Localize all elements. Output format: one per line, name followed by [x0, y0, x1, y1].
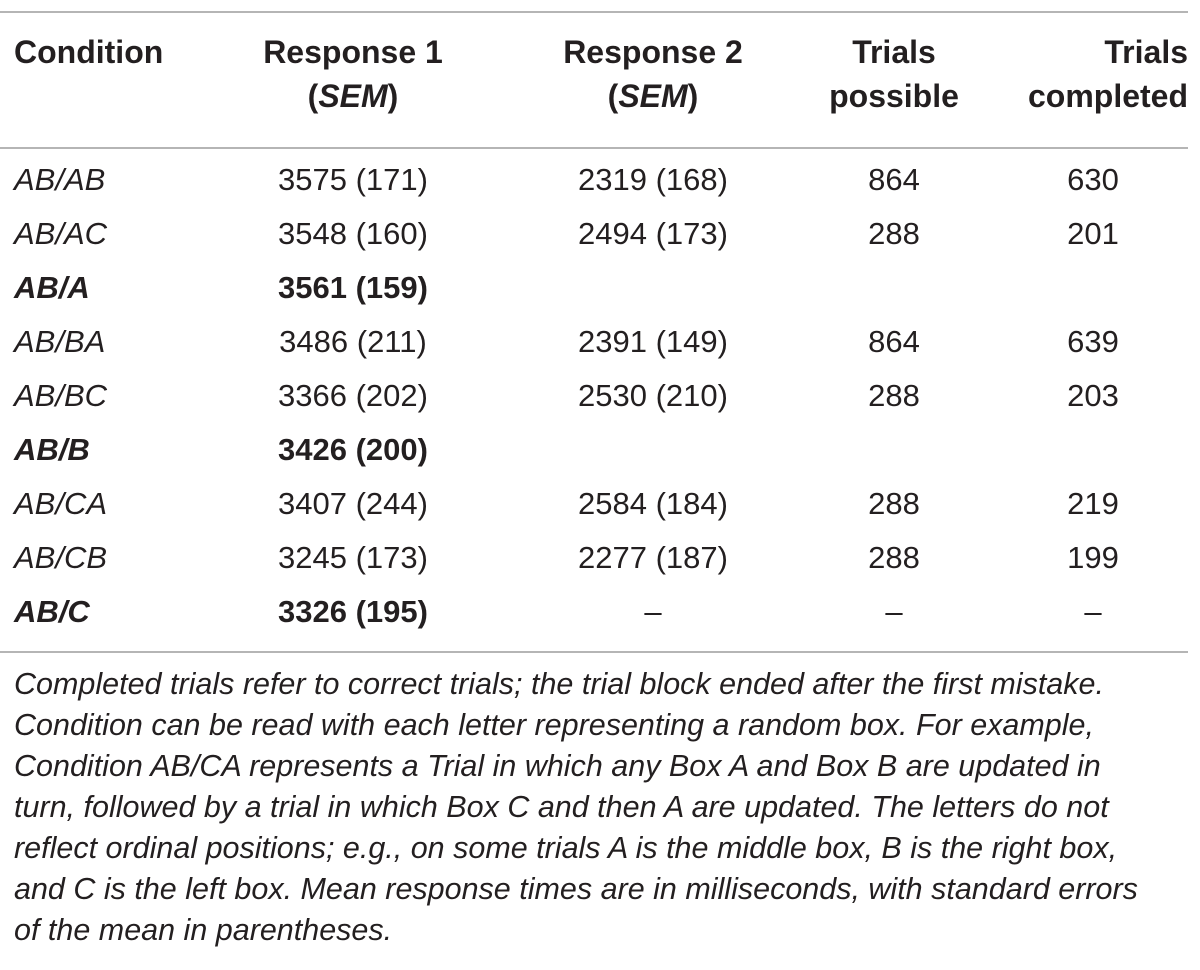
- cell-response-2: 2494 (173): [578, 216, 728, 251]
- table-row-summary: [0, 585, 1200, 639]
- table-row: [0, 531, 1200, 585]
- cell-condition: AB/BA: [14, 324, 106, 359]
- header-response-1: Response 1 (SEM): [263, 34, 443, 114]
- bottom-rule: [0, 651, 1188, 653]
- footnote-line: Completed trials refer to correct trials; the trial block ended after the first mistake.: [14, 667, 1104, 701]
- table-row: [0, 315, 1200, 369]
- cell-response-2: 2277 (187): [578, 540, 728, 575]
- cell-response-1: 3486 (211): [279, 324, 427, 359]
- cell-response-2: 2319 (168): [578, 162, 728, 197]
- cell-trials-completed: –: [1084, 594, 1102, 629]
- header-rule: [0, 147, 1188, 149]
- cell-condition: AB/A: [14, 270, 90, 305]
- header-trials-possible: Trials possible: [829, 34, 959, 114]
- cell-response-2: 2391 (149): [578, 324, 728, 359]
- cell-trials-possible: –: [885, 594, 903, 629]
- cell-trials-completed: 201: [1067, 216, 1119, 251]
- footnote-line: Condition AB/CA represents a Trial in which any Box A and Box B are updated in: [14, 749, 1101, 783]
- cell-condition: AB/C: [14, 594, 90, 629]
- cell-condition: AB/BC: [14, 378, 108, 413]
- header-response-2: Response 2 (SEM): [563, 34, 743, 114]
- cell-response-1: 3407 (244): [278, 486, 428, 521]
- header-condition: Condition: [14, 34, 164, 70]
- footnote-line: Condition can be read with each letter representing a random box. For example,: [14, 708, 1094, 742]
- footnote-line: reflect ordinal positions; e.g., on some trials A is the middle box, B is the right box,: [14, 831, 1118, 865]
- table-row: [0, 207, 1200, 261]
- cell-response-1: 3561 (159): [278, 270, 428, 305]
- table-row: [0, 369, 1200, 423]
- cell-trials-completed: 199: [1067, 540, 1119, 575]
- cell-response-2: 2584 (184): [578, 486, 728, 521]
- footnote-line: and C is the left box. Mean response times are in milliseconds, with standard errors: [14, 872, 1138, 906]
- table-row: [0, 153, 1200, 207]
- cell-trials-possible: 288: [868, 378, 920, 413]
- cell-response-2: 2530 (210): [578, 378, 728, 413]
- top-rule: [0, 11, 1188, 13]
- cell-condition: AB/AC: [14, 216, 108, 251]
- cell-response-1: 3326 (195): [278, 594, 428, 629]
- table-row-summary: [0, 261, 1200, 315]
- cell-trials-possible: 288: [868, 216, 920, 251]
- table-row: [0, 477, 1200, 531]
- cell-trials-completed: 203: [1067, 378, 1119, 413]
- cell-response-1: 3426 (200): [278, 432, 428, 467]
- cell-trials-possible: 288: [868, 540, 920, 575]
- table-footnote: [14, 664, 1194, 951]
- cell-trials-possible: 864: [868, 324, 920, 359]
- cell-condition: AB/B: [14, 432, 90, 467]
- cell-condition: AB/CB: [14, 540, 108, 575]
- cell-response-1: 3245 (173): [278, 540, 428, 575]
- cell-condition: AB/CA: [14, 486, 108, 521]
- cell-trials-completed: 219: [1067, 486, 1119, 521]
- cell-trials-completed: 630: [1067, 162, 1119, 197]
- footnote-line: of the mean in parentheses.: [14, 913, 393, 947]
- cell-response-1: 3575 (171): [278, 162, 428, 197]
- cell-condition: AB/AB: [14, 162, 106, 197]
- cell-trials-completed: 639: [1067, 324, 1119, 359]
- cell-response-1: 3548 (160): [278, 216, 428, 251]
- cell-response-2: –: [644, 594, 662, 629]
- table-row-summary: [0, 423, 1200, 477]
- cell-trials-possible: 288: [868, 486, 920, 521]
- cell-response-1: 3366 (202): [278, 378, 428, 413]
- cell-trials-possible: 864: [868, 162, 920, 197]
- footnote-line: turn, followed by a trial in which Box C and then A are updated. The letters do not: [14, 790, 1109, 824]
- header-trials-completed: Trials completed: [1027, 34, 1188, 114]
